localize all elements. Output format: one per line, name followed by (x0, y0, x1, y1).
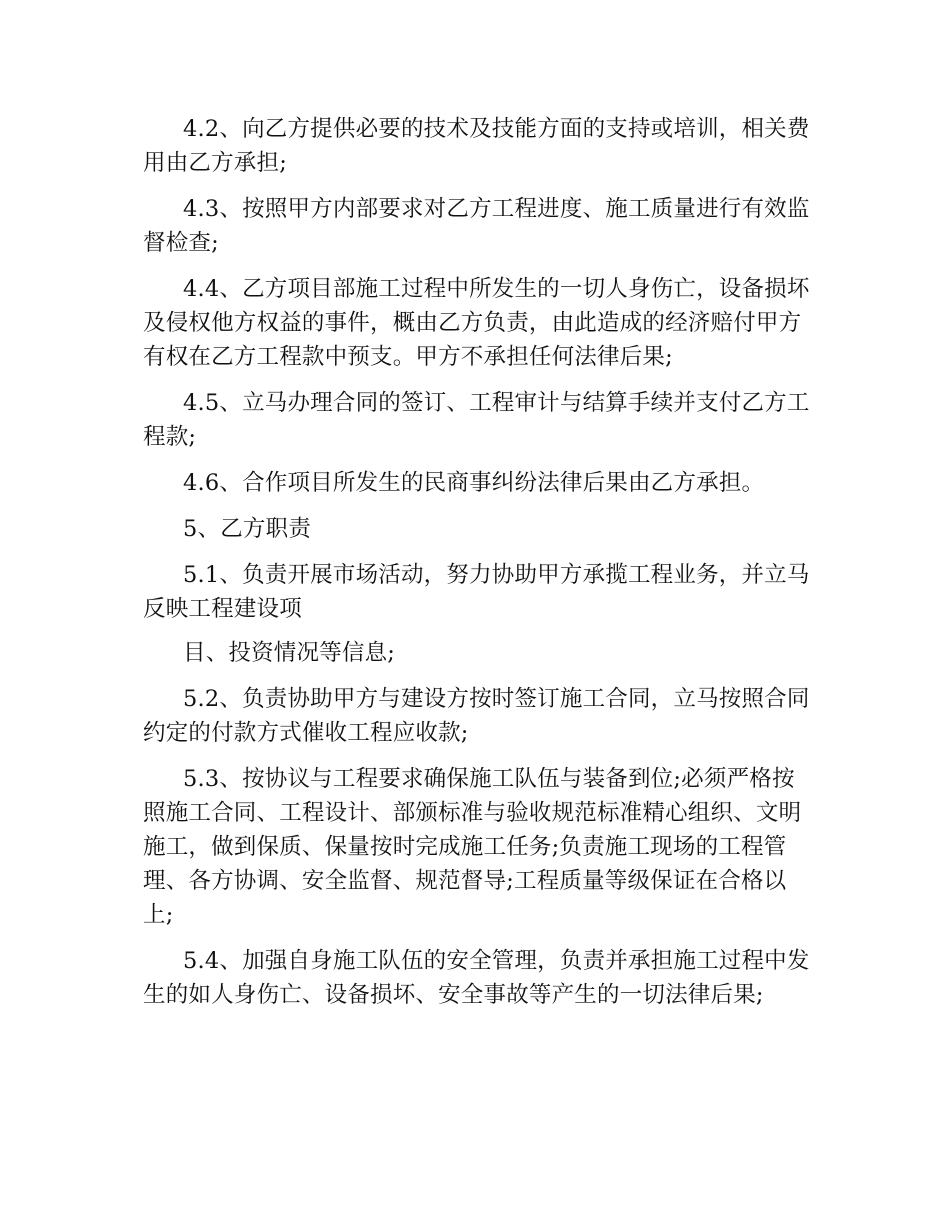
paragraph-4-6: 4.6、合作项目所发生的民商事纠纷法律后果由乙方承担。 (183, 470, 765, 496)
paragraph-4-3: 4.3、按照甲方内部要求对乙方工程进度、施工质量进行有效监督检查; (143, 196, 810, 256)
paragraph-4-4: 4.4、乙方项目部施工过程中所发生的一切人身伤亡，设备损坏及侵权他方权益的事件，概由乙方负责，由此造成的经济赔付甲方有权在乙方工程款中预支。甲方不承担任何法律后果; (143, 276, 810, 370)
paragraph-5-1: 5.1、负责开展市场活动，努力协助甲方承揽工程业务，并立马反映工程建设项 (143, 562, 810, 622)
paragraph-4-5: 4.5、立马办理合同的签订、工程审计与结算手续并支付乙方工程款; (143, 390, 810, 450)
section-heading-5: 5、乙方职责 (183, 516, 312, 542)
paragraph-5-4: 5.4、加强自身施工队伍的安全管理，负责并承担施工过程中发生的如人身伤亡、设备损坏、安全事故等产生的一切法律后果; (143, 948, 810, 1008)
paragraph-5-1-continued: 目、投资情况等信息; (183, 640, 396, 666)
paragraph-5-2: 5.2、负责协助甲方与建设方按时签订施工合同，立马按照合同约定的付款方式催收工程应收款; (143, 686, 810, 746)
paragraph-5-3: 5.3、按协议与工程要求确保施工队伍与装备到位;必须严格按照施工合同、工程设计、部颁标准与验收规范标准精心组织、文明施工，做到保质、保量按时完成施工任务;负责施工现场的工程管理、各方协调、安全监督、规范督导;工程质量等级保证在合格以上; (143, 766, 802, 928)
paragraph-4-2: 4.2、向乙方提供必要的技术及技能方面的支持或培训，相关费用由乙方承担; (143, 116, 810, 176)
document-body (143, 112, 811, 1024)
